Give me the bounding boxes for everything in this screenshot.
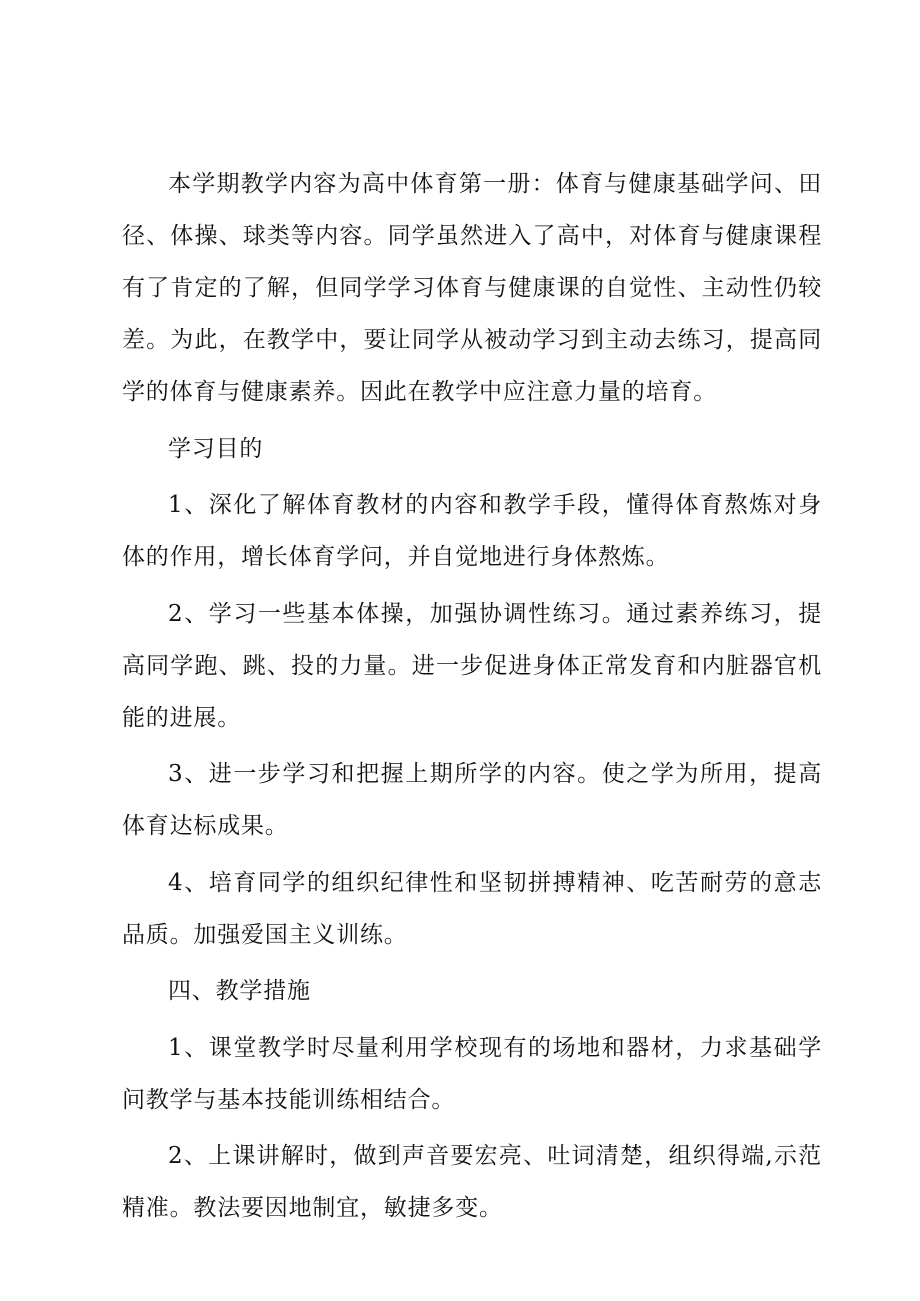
goal-item-3: 3、进一步学习和把握上期所学的内容。使之学为所用，提高体育达标成果。 [122, 761, 822, 839]
intro-paragraph: 本学期教学内容为高中体育第一册：体育与健康基础学问、田径、体操、球类等内容。同学虽然进入了高中，对体育与健康课程有了肯定的了解，但同学学习体育与健康课的自觉性、主动性仍较差。为此，在教学中，要让同学从被动学习到主动去练习，提高同学的体育与健康素养。因此在教学中应注意力量的培育。 [122, 171, 822, 405]
document-body [122, 158, 822, 1239]
goal-item-1: 1、深化了解体育教材的内容和教学手段，懂得体育熬炼对身体的作用，增长体育学问，并自觉地进行身体熬炼。 [122, 492, 822, 570]
section-heading-teaching-measures: 四、教学措施 [168, 978, 311, 1004]
goal-item-2: 2、学习一些基本体操，加强协调性练习。通过素养练习，提高同学跑、跳、投的力量。进一步促进身体正常发育和内脏器官机能的进展。 [122, 600, 822, 731]
section-heading-learning-goals: 学习目的 [168, 435, 264, 462]
goal-item-4: 4、培育同学的组织纪律性和坚韧拼搏精神、吃苦耐劳的意志品质。加强爱国主义训练。 [122, 869, 822, 948]
measure-item-1: 1、课堂教学时尽量利用学校现有的场地和器材，力求基础学问教学与基本技能训练相结合。 [122, 1034, 822, 1113]
measure-item-2: 2、上课讲解时，做到声音要宏亮、吐词清楚，组织得端,示范精准。教法要因地制宜，敏捷多变。 [122, 1143, 822, 1221]
